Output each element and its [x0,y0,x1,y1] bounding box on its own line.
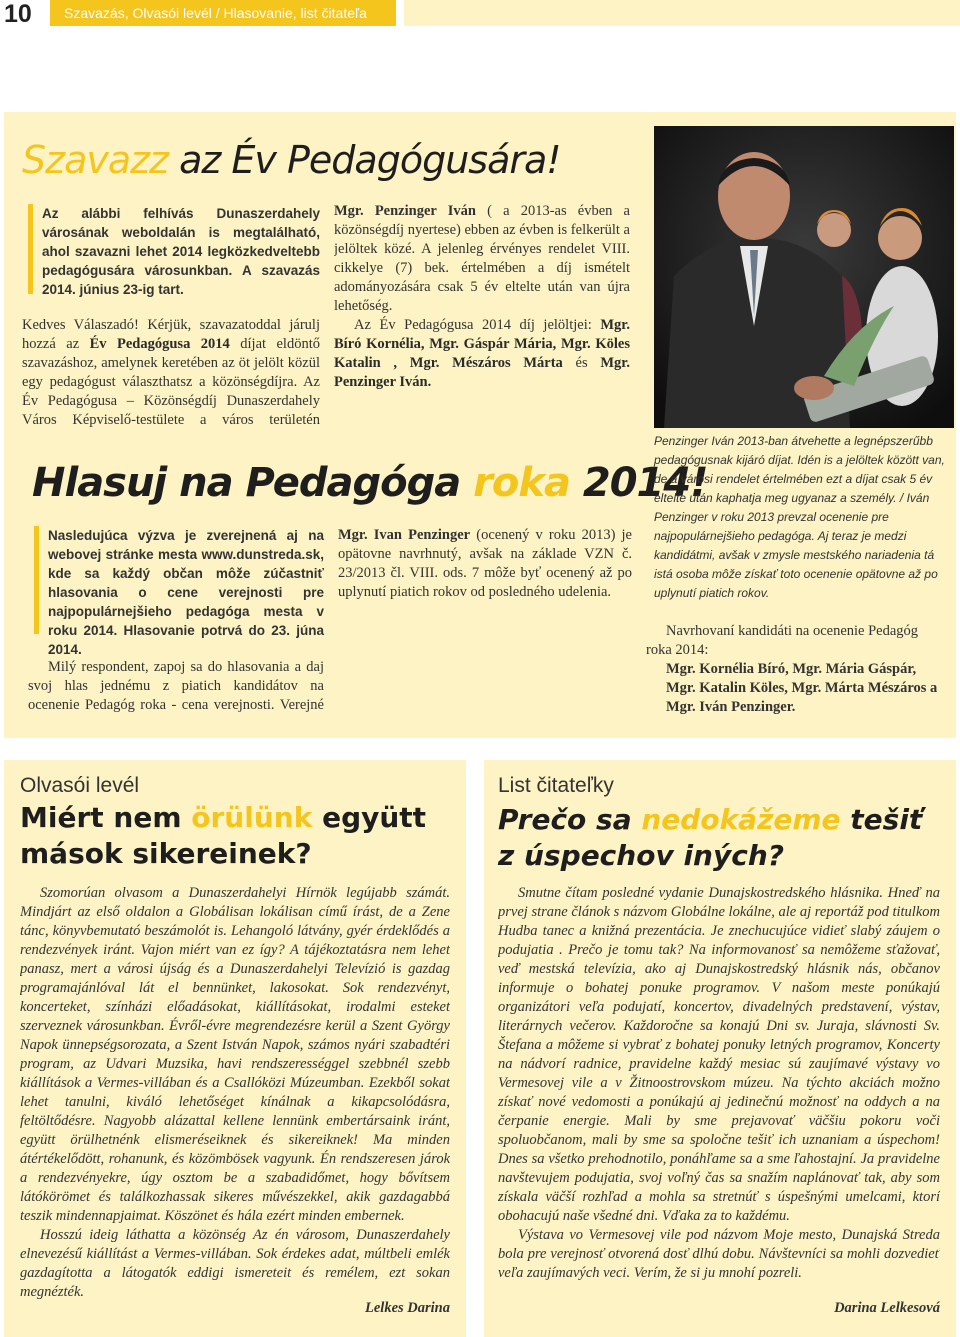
letter-hu-title: Miért nem örülünk együtt mások sikereinek? [20,801,427,870]
letter-sk-title: Prečo sa nedokážeme tešiť z úspechov iných? [498,803,923,872]
letter-hu-body: Szomorúan olvasom a Dunaszerdahelyi Hírnök legújabb számát. Mindjárt az első oldalon a Globálisan lokálisan című írást, de a Zene tánc, könyvbemutató beszámolót is. Lehangoló látvány, gyér érdeklődés a rendezvények iránt. Vajon miért van ez így? A tájékoztatásra nem lehet panasz, mert a városi újság és a Dunaszerdahelyi Televízió is gazdag programajánlóval lát el bennünket, lakosokat. Sok rendezvényt, koncerteket, színházi előadásokat, kiállításokat, irodalmi esteket szerveznek városunkban. Évről-évre megrendezésre kerül a Szent György Napok ünnepségsorozata, a Szent István Napok, számos nyári szabadtéri program, az Udvari Muzsika, havi rendszerességgel szebbnél szebb kiállítások a Vermes-villában és a Csallóközi Múzeumban. Ezekből sokat lehet tanulni, kiváló lehetőséget kínálnak a kikapcsolódásra, feltöltődésre. Nagyobb alázattal kellene lennünk embertársaink iránt, együtt örülhetnénk elismeréseiknek és sikereiknek! Ma minden átértékelődött, rohanunk, és közömbösek vagyunk. Én rendszeresen járok a rendezvényekre, úgy osztom be a szabadidőmet, hogy bővítsem látókörömet és találkozhassak sikeres művészekkel, akik gazdagabbá teszik mindennapjaimat. Köszönet és hála ezért minden embernek. Hosszú ideig láthatta a közönség Az én városom, Dunaszerdahely elnevezésű kiállítást a Vermes-villában. Sok érdekes adat, múltbeli emlék gazdagította a látogatók eddigi ismereteit és remélem, ezt sokan megnézték. [20,885,450,1300]
page-header [0,0,960,28]
hu-body-col1: Kedves Válaszadó! Kérjük, szavazatoddal járulj hozzá az Év Pedagógusa 2014 díjat eldöntő szavazáshoz, amelynek keretében az öt jelölt közül egy pedagógust választhatsz a közönségdíjra. Az Év Pedagógusa – Közönségdíj Dunaszerdahely Város Képviselő-testülete a város területén [22,317,320,428]
letter-hu-signature: Lelkes Darina [365,1300,450,1316]
sk-intro-accent-bar [34,526,39,634]
letter-sk-body: Smutne čítam posledné vydanie Dunajskostredského hlásnika. Hneď na prvej strane článok s názvom Globálne lokálne, ale aj reportáž pod titulkom Hudba tanec a knižná prezentácia. Je znechucujúce vidieť slabý záujem o podujatia . Prečo je tomu tak? Na informovanosť sa nemôžeme sťažovať, veď mestská televízia, ako aj Dunajskostredský hlásnik nás, občanov informuje o bohatej ponuke programov. V našom meste ponúkajú organizátori veľa podujatí, koncertov, divadelných predstavení, výstav, literárnych večerov. Každoročne sa konajú Dni sv. Juraja, slávnosti Sv. Štefana a môžeme si vybrať z bohatej ponuky letných programov, Koncerty na nádvorí radnice, pravidelne každý mesiac sú zaujímavé výstavy vo Vermesovej vile a v Žitnoostrovskom múzeu. Na týchto akciách možno získať nové vedomosti a ponúkajú aj jedinečnú možnosť na oddych a na čerpanie energie. Mali by sme prejavovať väčšiu pokoru voči spoluobčanom, mali by sme sa spoločne tešiť ich uznaniam a úspechom! Dnes sa všetko prehodnotilo, ponáhľame sa a sme ľahostajní. Ja pravidelne navštevujem podujatia, svoj voľný čas sa snažím naplánovať tak, aby som získala väčší rozhľad a mohla sa stretnúť s úspešnými umelcami, ktorí obohacujú naše všedné dni. Vďaka za to každému. Výstava vo Vermesovej vile pod názvom Moje mesto, Dunajská Streda bola pre verejnosť otvorená dosť dlhú dobu. Návštevníci sa mohli dozvedieť veľa zaujímavých veci. Verím, že si ju mnohí pozreli. [498,885,940,1281]
sk-nominees-names: Mgr. Kornélia Bíró, Mgr. Mária Gáspár, Mgr. Katalin Köles, Mgr. Márta Mészáros a Mgr. Iván Penzinger. [666,661,938,715]
hu-intro-accent-bar [28,204,33,294]
sk-article-title: Hlasuj na Pedagóga roka 2014! [32,460,708,506]
letter-sk-signature: Darina Lelkesová [834,1300,940,1316]
photo-caption: Penzinger Iván 2013-ban átvehette a legnépszerűbb pedagógusnak kijáró díjat. Idén is a jelöltek között van, de a városi rendelet értelmében ezt a díjat csak 5 év eltelte után kaphatja meg ugyanaz a személy. / Iván Penzinger v roku 2013 prevzal ocenenie pre najpopulárnejšieho pedagóga. Aj teraz je medzi kandidátmi, avšak v zmysle mestského nariadenia tá istá osoba môže získať toto ocenenie opätovne až po uplynutí piatich rokov. [654,434,945,600]
sk-body-col1: Milý respondent, zapoj sa do hlasovania a daj svoj hlas jednému z piatich kandidátov na ocenenie Pedagóg roka - cena verejnosti. Verejné [28,659,324,713]
section-tag: Szavazás, Olvasói levél / Hlasovanie, list čitateľa [50,0,396,26]
sk-intro: Nasledujúca výzva je zverejnená aj na webovej stránke mesta www.dunstreda.sk, kde sa každý občan môže zúčastniť hlasovania o cene verejnosti pre najpopulárnejšieho pedagóga mesta v roku 2014. Hlasovanie potrvá do 23. júna 2014. [48,528,324,657]
hu-article-title: Szavazz az Év Pedagógusára! [22,138,561,182]
hu-intro: Az alábbi felhívás Dunaszerdahely városának weboldalán is megtalálható, ahol szavazni lehet 2014 legközkedveltebb pedagógusára városunkban. A szavazás 2014. június 23-ig tart. [42,206,320,297]
award-photo-illustration [654,126,954,428]
sk-nominees [646,622,944,717]
sk-nominees-intro: Navrhovaní kandidáti na ocenenie Pedagóg roka 2014: [646,623,919,658]
award-photo [654,126,954,428]
hu-body-col2: Mgr. Penzinger Iván ( a 2013-as évben a közönségdíj nyertese) ebben az évben is felkerült a jelöltek közé. A jelenleg érvényes rendelet VIII. cikkelye (7) bek. értelmében a díj ismételt adományozására csak 5 év eltelte után van újra lehetőség. Az Év Pedagógusa 2014 díj jelöltjei: Mgr. Bíró Kornélia, Mgr. Gáspár Mária, Mgr. Köles Katalin , Mgr. Mészáros Márta és Mgr. Penzinger Iván. [334,203,630,390]
letter-sk-label: List čitateľky [498,774,614,797]
header-band [404,0,960,26]
page-number: 10 [4,0,32,28]
letter-hu-label: Olvasói levél [20,774,140,797]
sk-body-col2: Mgr. Ivan Penzinger (ocenený v roku 2013) je opätovne navrhnutý, avšak na základe VZN č. 23/2013 čl. VIII. ods. 7 môže byť ocenený až po uplynutí piatich rokov od posledného udelenia. [338,527,632,600]
